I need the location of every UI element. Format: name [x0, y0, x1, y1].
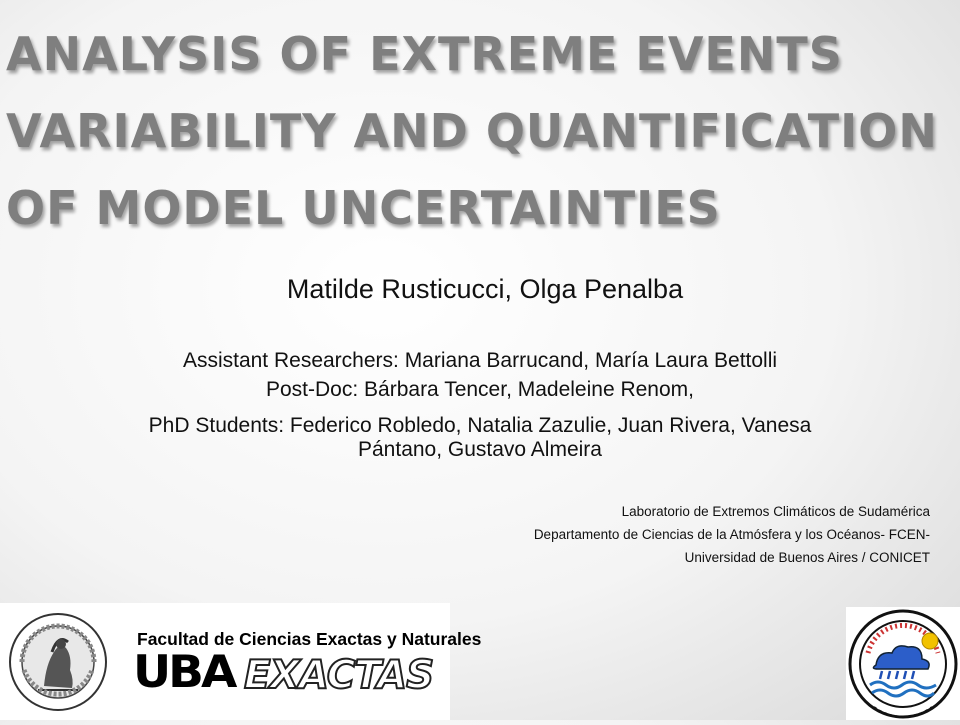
lab-affiliation: [534, 500, 930, 569]
department-logo: [846, 607, 960, 720]
post-doc: Post-Doc: Bárbara Tencer, Madeleine Renom,: [266, 378, 694, 401]
assistant-researchers: Assistant Researchers: Mariana Barrucand, María Laura Bettolli: [182, 349, 778, 372]
title-line-1: ANALYSIS OF EXTREME EVENTS: [6, 27, 843, 81]
uba-exactas-logo: [0, 603, 482, 720]
uba-seal-icon: [8, 612, 108, 712]
lab-line-3: Universidad de Buenos Aires / CONICET: [684, 550, 930, 565]
phd-students-line-2: Pántano, Gustavo Almeira: [358, 438, 602, 461]
atmosphere-ocean-dept-icon: [846, 607, 960, 720]
authors: Matilde Rusticucci, Olga Penalba: [286, 274, 684, 304]
title-line-3: OF MODEL UNCERTAINTIES: [6, 181, 721, 235]
slide-title: [6, 16, 956, 247]
lab-line-2: Departamento de Ciencias de la Atmósfera y los Océanos- FCEN-: [533, 527, 930, 542]
uba-wordmark: UBA: [133, 646, 235, 699]
lab-line-1: Laboratorio de Extremos Climáticos de Sudamérica: [621, 504, 930, 519]
title-line-2: VARIABILITY AND QUANTIFICATION: [6, 104, 938, 158]
exactas-wordmark: EXACTAS: [244, 653, 434, 698]
faculty-name: Facultad de Ciencias Exactas y Naturales: [137, 629, 482, 649]
phd-students-line-1: PhD Students: Federico Robledo, Natalia Zazulie, Juan Rivera, Vanesa: [148, 414, 812, 437]
